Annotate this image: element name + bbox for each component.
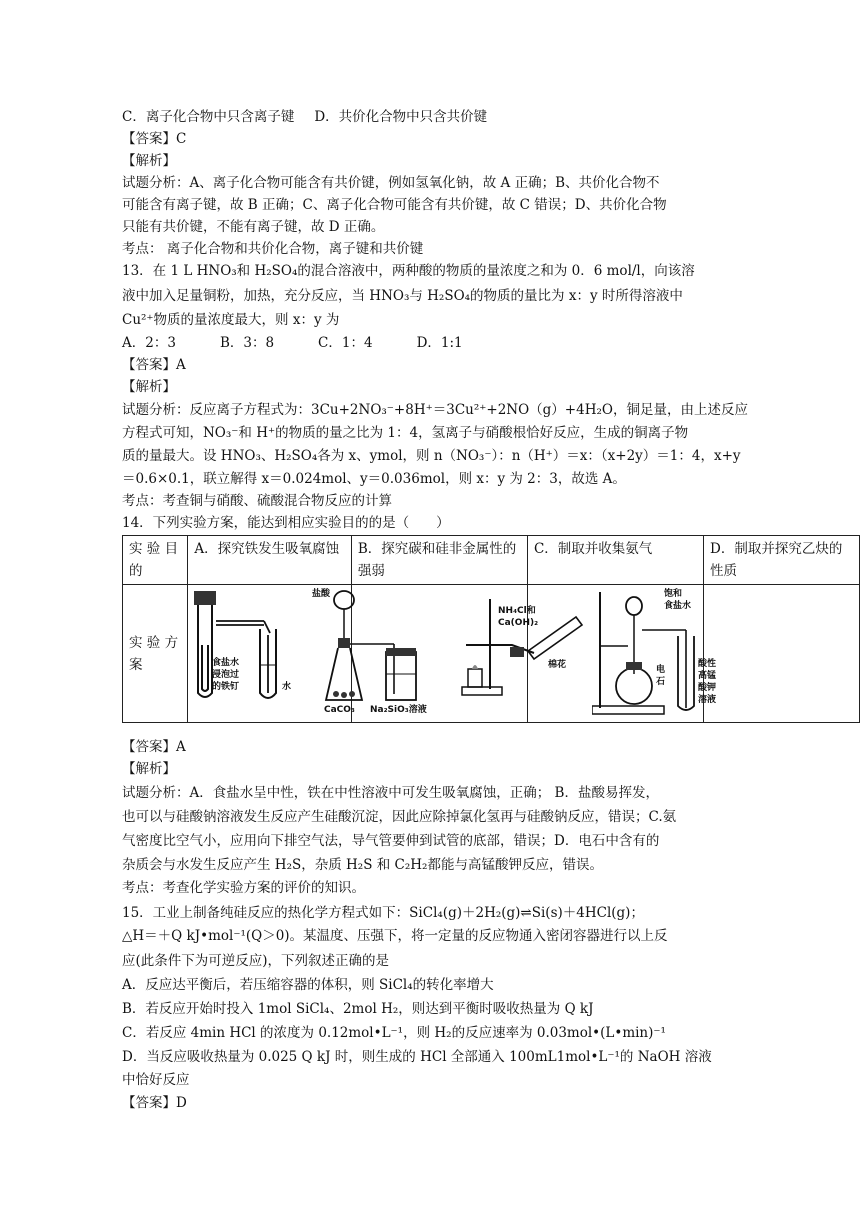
- q13-option-a: A．2：3: [122, 335, 176, 351]
- q13-analysis-line: ＝0.6×0.1，联立解得 x＝0.024mol、y＝0.036mol，则 x：y 为 2：3，故选 A。: [122, 471, 626, 487]
- q12-answer: 【答案】C: [122, 131, 187, 147]
- q15-option-c: C．若反应 4min HCl 的浓度为 0.12mol•L⁻¹，则 H₂的反应速率为 0.03mol•(L•min)⁻¹: [122, 1025, 666, 1041]
- q15-stem-line: 应(此条件下为可逆反应)，下列叙述正确的是: [122, 953, 390, 969]
- q15-option-b: B．若反应开始时投入 1mol SiCl₄、2mol H₂，则达到平衡时吸收热量为 Q kJ: [122, 1001, 594, 1017]
- fig-d-label: 溶液: [698, 695, 717, 705]
- fig-d-label: 食盐水: [664, 601, 692, 611]
- fig-a-label: 浸泡过: [212, 670, 240, 680]
- q12-option-c: C．离子化合物中只含离子键: [122, 109, 295, 125]
- fig-c-label: NH₄Cl和: [498, 606, 536, 616]
- q12-knowledge-point: 考点： 离子化合物和共价化合物，离子键和共价键: [122, 241, 424, 257]
- q13-knowledge-point: 考点：考查铜与硝酸、硫酸混合物反应的计算: [122, 493, 392, 509]
- fig-a-label: 的铁钉: [212, 682, 240, 692]
- q15-option-a: A．反应达平衡后，若压缩容器的体积，则 SiCl₄的转化率增大: [122, 977, 494, 993]
- fig-c-label: 棉花: [548, 660, 567, 670]
- q12-analysis-line: 试题分析：A、离子化合物可能含有共价键，例如氢氧化钠，故 A 正确；B、共价化合物不: [122, 175, 660, 191]
- q13-analysis-line: 试题分析：反应离子方程式为：3Cu+2NO₃⁻+8H⁺＝3Cu²⁺+2NO（g）+4H₂O，铜足量，由上述反应: [122, 402, 748, 418]
- q14-analysis-line: 杂质会与水发生反应产生 H₂S，杂质 H₂S 和 C₂H₂都能与高锰酸钾反应，错误。: [122, 857, 603, 873]
- fig-a-label: 食盐水: [212, 658, 240, 668]
- q14-analysis-heading: 【解析】: [122, 761, 176, 777]
- q14-analysis-line: 气密度比空气小，应用向下排空气法，导气管要伸到试管的底部，错误；D．电石中含有的: [122, 833, 660, 849]
- purpose-b: B．探究碳和硅非金属性的强弱: [351, 536, 527, 585]
- figure-b-carbon-silicon: [310, 582, 452, 716]
- q15-stem-line: 15．工业上制备纯硅反应的热化学方程式如下：SiCl₄(g)＋2H₂(g)⇌Si(s)＋4HCl(g)；: [122, 905, 644, 921]
- q14-analysis-line: 试题分析：A．食盐水呈中性，铁在中性溶液中可发生吸氧腐蚀，正确； B．盐酸易挥发，: [122, 785, 659, 801]
- q13-option-c: C．1：4: [318, 335, 373, 351]
- q12-options-cd: [122, 106, 487, 128]
- q13-answer: 【答案】A: [122, 357, 186, 373]
- fig-d-label: 酸性: [698, 659, 717, 669]
- figure-a-iron-corrosion: [178, 585, 310, 715]
- fig-d-label: 电: [656, 665, 666, 675]
- q15-option-d-cont: 中恰好反应: [122, 1072, 190, 1088]
- fig-d-label: 酸钾: [698, 683, 717, 693]
- q15-option-d: D．当反应吸收热量为 0.025 Q kJ 时，则生成的 HCl 全部通入 100mL1mol•L⁻¹的 NaOH 溶液: [122, 1049, 712, 1065]
- fig-d-label: 石: [656, 677, 666, 687]
- fig-a-label: 水: [282, 682, 292, 692]
- fig-c-label: Ca(OH)₂: [498, 618, 539, 628]
- q13-option-b: B．3：8: [219, 335, 275, 351]
- purpose-a: A．探究铁发生吸氧腐蚀: [188, 536, 351, 585]
- q13-stem-line: 液中加入足量铜粉，加热，充分反应，当 HNO₃与 H₂SO₄的物质的量比为 x：y 时所得溶液中: [122, 288, 683, 304]
- q14-answer: 【答案】A: [122, 739, 186, 755]
- q12-analysis-heading: 【解析】: [122, 153, 176, 169]
- table-row: [123, 536, 860, 585]
- q13-option-d: D．1:1: [416, 335, 463, 351]
- q13-analysis-line: 方程式可知，NO₃⁻和 H⁺的物质的量之比为 1：4，氢离子与硝酸根恰好反应，生成的铜离子物: [122, 425, 689, 441]
- q15-stem-line: △H＝＋Q kJ•mol⁻¹(Q＞0)。某温度、压强下，将一定量的反应物通入密闭容器进行以上反: [122, 928, 668, 944]
- q13-analysis-heading: 【解析】: [122, 379, 176, 395]
- fig-d-label: 高锰: [698, 671, 717, 681]
- fig-b-label: Na₂SiO₃溶液: [370, 705, 427, 715]
- figure-d-acetylene: [592, 582, 720, 718]
- purpose-d: D．制取并探究乙炔的性质: [704, 536, 860, 585]
- q12-option-d: D．共价化合物中只含共价键: [314, 109, 488, 125]
- q13-analysis-line: 质的量最大。设 HNO₃、H₂SO₄各为 x、ymol，则 n（NO₃⁻）：n（H⁺）＝x：（x+2y）＝1：4，x+y: [122, 448, 741, 464]
- scheme-d-cell: [704, 585, 860, 723]
- q13-options: [122, 332, 463, 354]
- q13-stem-line: Cu²⁺物质的量浓度最大，则 x：y 为: [122, 312, 340, 328]
- row-header-scheme: 实 验 方案: [123, 585, 188, 723]
- q14-knowledge-point: 考点：考查化学实验方案的评价的知识。: [122, 880, 365, 896]
- row-header-purpose: 实 验 目的: [123, 536, 188, 585]
- q13-stem-line: 13．在 1 L HNO₃和 H₂SO₄的混合溶液中，两种酸的物质的量浓度之和为 0．6 mol/l，向该溶: [122, 263, 695, 279]
- q12-analysis-line: 可能含有离子键，故 B 正确；C、离子化合物可能含有共价键，故 C 错误；D、共价化合物: [122, 197, 667, 213]
- q12-analysis-line: 只能有共价键，不能有离子键，故 D 正确。: [122, 219, 385, 235]
- fig-d-label: 饱和: [664, 589, 683, 599]
- q15-answer: 【答案】D: [122, 1095, 187, 1111]
- fig-b-label: 盐酸: [312, 589, 331, 599]
- figure-c-ammonia: [452, 585, 592, 715]
- q14-analysis-line: 也可以与硅酸钠溶液发生反应产生硅酸沉淀，因此应除掉氯化氢再与硅酸钠反应，错误；C.氨: [122, 809, 677, 825]
- purpose-c: C．制取并收集氨气: [527, 536, 703, 585]
- fig-b-label: CaCO₃: [324, 705, 355, 715]
- q14-stem: 14．下列实验方案，能达到相应实验目的的是（ ）: [122, 515, 450, 531]
